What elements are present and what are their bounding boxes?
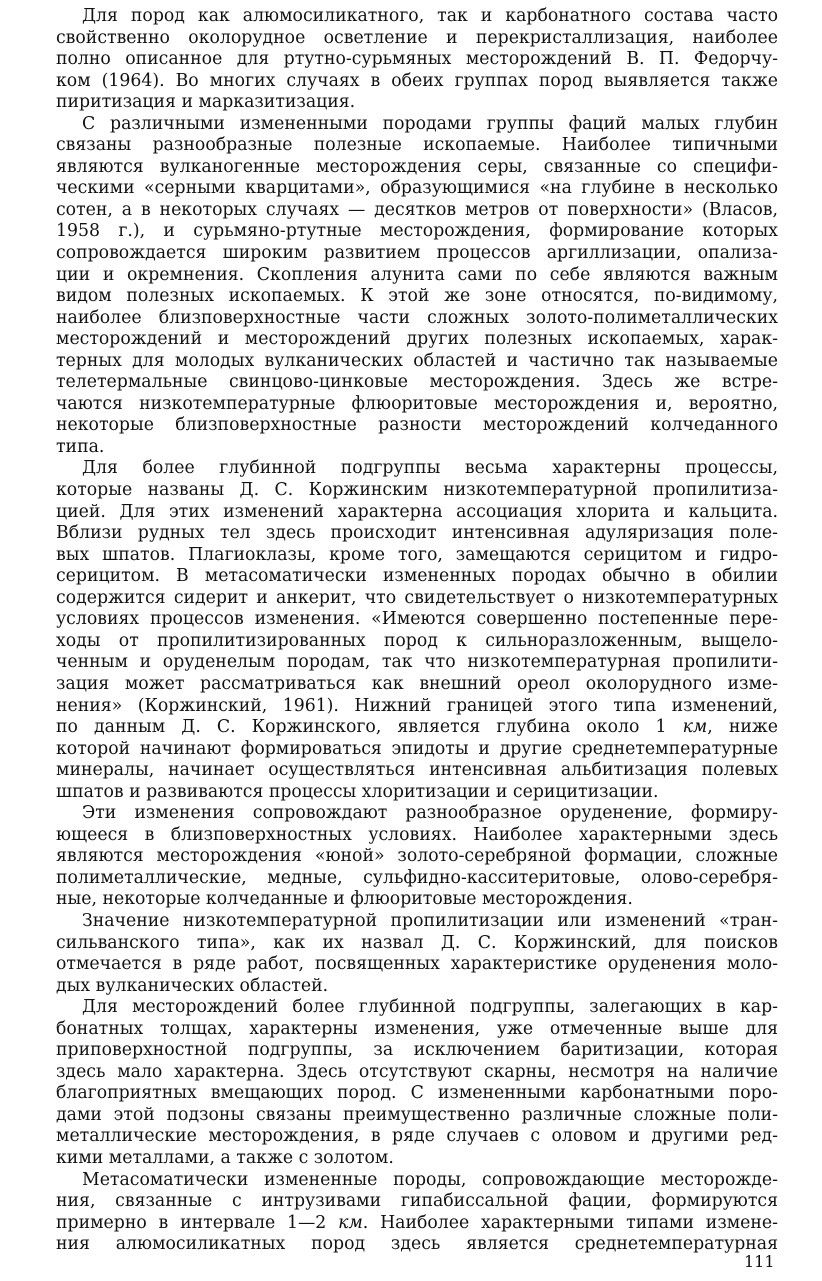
text-line: нения» (Коржинский, 1961). Нижний границей этого типа изменений, <box>56 695 778 716</box>
text-line: полно описанное для ртутно-сурьмяных месторождений В. П. Федорчу- <box>56 49 778 70</box>
paragraph <box>56 458 778 803</box>
text-line: ния алюмосиликатных пород здесь является среднетемпературная <box>56 1234 778 1255</box>
text-line: являются вулканогенные месторождения серы, связанные со специфи- <box>56 156 778 177</box>
text-line: здесь мало характерна. Здесь отсутствуют скарны, несмотря на наличие <box>56 1061 778 1082</box>
text-line: шпатов и развиваются процессы хлоритизации и серицитизации. <box>56 781 659 802</box>
text-line: дых вулканических областей. <box>56 975 329 996</box>
text-line: ные, некоторые колчеданные и флюоритовые месторождения. <box>56 889 633 910</box>
text-line: минералы, начинает осуществляться интенсивная альбитизация полевых <box>56 760 778 781</box>
paragraph <box>56 803 778 911</box>
text-line: дами этой подзоны связаны преимущественно различные сложные поли- <box>56 1104 778 1125</box>
text-line: бонатных толщах, характерны изменения, уже отмеченные выше для <box>56 1018 778 1039</box>
text-line: условиях процессов изменения. «Имеются совершенно постепенные пере- <box>56 609 778 630</box>
text-line: ции и окремнения. Скопления алунита сами по себе являются важным <box>56 264 778 285</box>
text-line: С различными измененными породами группы фаций малых глубин <box>82 113 778 134</box>
text-line: зация может рассматриваться как внешний ореол околорудного изме- <box>56 673 778 694</box>
text-line: содержится сидерит и анкерит, что свидетельствует о низкотемпературных <box>56 587 778 608</box>
text-line: полиметаллические, медные, сульфидно-касситеритовые, олово-серебря- <box>56 867 778 888</box>
text-line: серицитом. В метасоматически измененных породах обычно в обилии <box>56 566 778 587</box>
paragraph <box>56 6 778 114</box>
paragraph <box>56 997 778 1169</box>
text-line: являются месторождения «юной» золото-серебряной формации, сложные <box>56 846 778 867</box>
text-line: Для более глубинной подгруппы весьма характерны процессы, <box>82 458 778 479</box>
body-text <box>56 6 778 1256</box>
text-line: отмечается в ряде работ, посвященных характеристике оруденения моло- <box>56 954 778 975</box>
text-line: свойственно околорудное осветление и перекристаллизация, наиболее <box>56 27 778 48</box>
text-line: Вблизи рудных тел здесь происходит интенсивная адуляризация поле- <box>56 523 778 544</box>
text-line: ком (1964). Во многих случаях в обеих группах пород выявляется также <box>56 70 778 91</box>
text-line: сильванского типа», как их назвал Д. С. Коржинский, для поисков <box>56 932 778 953</box>
text-line: некоторые близповерхностные разности месторождений колчеданного <box>56 415 778 436</box>
text-line: ченным и оруденелым породам, так что низкотемпературная пропилити- <box>56 652 778 673</box>
text-line: примерно в интервале 1—2 км. Наиболее характерными типами измене- <box>56 1212 778 1233</box>
text-line: сотен, а в некоторых случаях — десятков метров от поверхности» (Власов, <box>56 199 778 220</box>
text-line: ходы от пропилитизированных пород к сильноразложенным, выщело- <box>56 630 778 651</box>
text-line: видом полезных ископаемых. К этой же зоне относятся, по-видимому, <box>56 286 778 307</box>
text-line: по данным Д. С. Коржинского, является глубина около 1 км, ниже <box>56 717 778 738</box>
text-line: пиритизация и марказитизация. <box>56 92 356 113</box>
text-line: Эти изменения сопровождают разнообразное оруденение, формиру- <box>82 803 778 824</box>
text-line: чаются низкотемпературные флюоритовые месторождения и, вероятно, <box>56 393 778 414</box>
text-line: кими металлами, а также с золотом. <box>56 1147 394 1168</box>
text-line: ющееся в близповерхностных условиях. Наиболее характерными здесь <box>56 824 778 845</box>
text-line: вых шпатов. Плагиоклазы, кроме того, замещаются серицитом и гидро- <box>56 544 778 565</box>
text-line: Метасоматически измененные породы, сопровождающие месторожде- <box>82 1169 778 1190</box>
text-line: благоприятных вмещающих пород. С измененными карбонатными поро- <box>56 1083 778 1104</box>
text-line: связаны разнообразные полезные ископаемые. Наиболее типичными <box>56 135 778 156</box>
text-line: Значение низкотемпературной пропилитизации или изменений «тран- <box>82 910 778 931</box>
text-line: сопровождается широким развитием процессов аргиллизации, опализа- <box>56 243 778 264</box>
text-line: металлические месторождения, в ряде случаев с оловом и другими ред- <box>56 1126 778 1147</box>
text-line: Для месторождений более глубинной подгруппы, залегающих в кар- <box>82 997 778 1018</box>
text-line: которой начинают формироваться эпидоты и другие среднетемпературные <box>56 738 778 759</box>
text-line: приповерхностной подгруппы, за исключением баритизации, которая <box>56 1040 778 1061</box>
paragraph <box>56 1170 778 1256</box>
text-line: типа. <box>56 436 105 457</box>
text-line: цией. Для этих изменений характерна ассоциация хлорита и кальцита. <box>56 501 778 522</box>
paragraph <box>56 114 778 459</box>
text-line: которые названы Д. С. Коржинским низкотемпературной пропилитиза- <box>56 480 778 501</box>
text-line: ния, связанные с интрузивами гипабиссальной фации, формируются <box>56 1191 778 1212</box>
text-line: Для пород как алюмосиликатного, так и карбонатного состава часто <box>82 6 778 26</box>
text-line: ческими «серными кварцитами», образующимися «на глубине в несколько <box>56 178 778 199</box>
text-line: телетермальные свинцово-цинковые месторождения. Здесь же встре- <box>56 372 778 393</box>
paragraph <box>56 911 778 997</box>
text-line: 1958 г.), и сурьмяно-ртутные месторождения, формирование которых <box>56 221 778 242</box>
text-line: терных для молодых вулканических областей и частично так называемые <box>56 350 778 371</box>
page-number: 111 <box>744 1252 775 1271</box>
text-line: наиболее близповерхностные части сложных золото-полиметаллических <box>56 307 778 328</box>
text-line: месторождений и месторождений других полезных ископаемых, харак- <box>56 329 778 350</box>
